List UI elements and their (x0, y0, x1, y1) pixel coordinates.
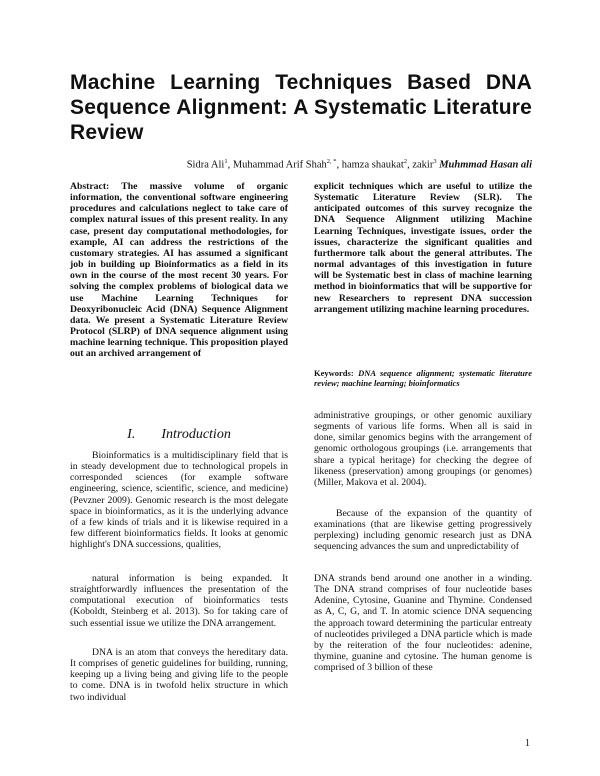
author-5: Muhmmad Hasan ali (439, 159, 532, 171)
author-3: , hamza shaukat (336, 159, 404, 171)
right-paragraph-2: Because of the expansion of the quantity of examinations (that are likewise getting progressively perplexing) including genomic research just as DNA sequencing advances the sum and unpredictability of (314, 508, 532, 553)
keywords-list: DNA sequence alignment; systematic literature review; machine learning; bioinformatics (314, 368, 532, 388)
page-number: 1 (525, 738, 530, 749)
intro-paragraph-2: DNA is an atom that conveys the hereditary data. It comprises of genetic guidelines for building, running, keeping up a living being and giving life to the people to come. DNA is in twofold helix structure in which two individual (70, 647, 288, 703)
paper-title: Machine Learning Techniques Based DNA Sequence Alignment: A Systematic Literature Review (70, 71, 532, 144)
author-2-affil: 2, * (326, 158, 337, 165)
intro-paragraph-1: Bioinformatics is a multidisciplinary field that is in steady development due to technological propels in corresponded sciences (for example software engineering, science, scientific, science, and medicine) (Pevzner 2009). Genomic research is the most delegate space in bioinformatics, as it is the underlying advance of a few kinds of trials and it is likewise required in a few different bioinformatics fields. It looks at genomic highlight's DNA successions, qualities, (70, 450, 288, 551)
intro-paragraph-1-cont: natural information is being expanded. It straightforwardly influences the presentation of the computational execution of bioinformatics tests (Koboldt, Steinberg et al. 2013). So for taking care of such essential issue we utilize the DNA arrangement. (70, 573, 288, 629)
abstract-right: explicit techniques which are useful to utilize the Systematic Literature Review (SLR). The anticipated outcomes of this survey recognize the DNA Sequence Alignment utilizing Machine Learning Techniques, investigate issues, order the issues, characterize the significant qualities and furthermore talk about the general attributes. The normal advantages of this investigation in future will be Systematic best in class of machine learning method in bioinformatics that will be supportive for new Researchers to represent DNA succession arrangement utilizing machine learning procedures. (314, 181, 532, 315)
right-paragraph-3: DNA strands bend around one another in a winding. The DNA strand comprises of four nucleotide bases Adenine, Cytosine, Guanine and Thymine. Condensed as A, C, G, and T. In atomic science DNA sequencing the approach toward determining the particular entreaty of nucleotides privileged a DNA particle which is made by the reiteration of the four nucleotides: adenine, thymine, guanine and cytosine. The human genome is comprised of 3 billion of these (314, 573, 532, 674)
abstract-left: Abstract: The massive volume of organic information, the conventional software engineering procedures and calculations neglect to take care of complex natural issues of this present reality. In any case, present day computational methodologies, for example, AI can address the restrictions of the customary strategies. AI has assumed a significant job in building up Bioinformatics as a field in its own in the course of the most recent 30 years. For solving the complex problems of biological data we use Machine Learning Techniques for Deoxyribonucleic Acid (DNA) Sequence Alignment data. We present a Systematic Literature Review Protocol (SLRP) of DNA sequence alignment using machine learning technique. This proposition played out an archived arrangement of (70, 181, 288, 360)
keywords (314, 368, 532, 388)
author-1: Sidra Ali (186, 159, 225, 171)
keywords-label: Keywords: (314, 368, 354, 378)
section-title: Introduction (161, 427, 231, 442)
author-3-affil: 2 (403, 158, 408, 165)
author-2: , Muhammad Arif Shah (227, 159, 327, 171)
author-line (70, 155, 532, 172)
author-4-affil: 3 (433, 158, 437, 165)
right-paragraph-1: administrative groupings, or other genomic auxiliary segments of various life forms. When all is said in done, similar genomics begins with the arrangement of genomic orthologous groupings (i.e. arrangements that share a typical heritage) for checking the degree of likeness (preservation) among groupings (or genomes) (Miller, Makova et al. 2004). (314, 410, 532, 488)
author-1-affil: 1 (224, 158, 228, 165)
section-number: I. (127, 427, 136, 442)
section-heading (70, 427, 288, 443)
author-4: , zakir (407, 159, 434, 171)
